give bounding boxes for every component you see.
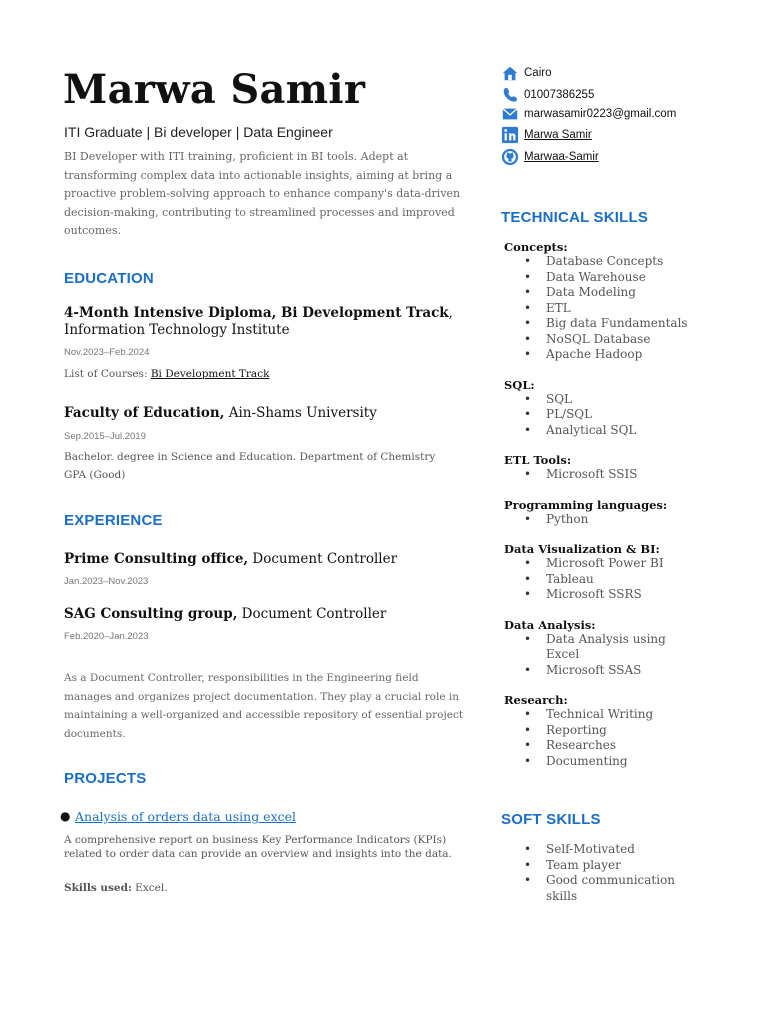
skill-item: • Documenting: [504, 754, 719, 770]
skill-item: • Microsoft Power BI: [504, 556, 719, 572]
github-icon: [500, 148, 520, 166]
email-icon: [500, 105, 520, 123]
skill-item: • Data Modeling: [504, 285, 719, 301]
experience-item: [64, 606, 386, 623]
projects-heading: PROJECTS: [64, 770, 147, 787]
gpa-line: GPA (Good): [64, 469, 126, 481]
skill-item: • Tableau: [504, 572, 719, 588]
github-link[interactable]: Marwaa-Samir: [524, 151, 599, 163]
soft-skill-item: • Team player: [504, 858, 719, 874]
degree-line: Bachelor. degree in Science and Education. Department of Chemistry: [64, 451, 436, 463]
soft-skills-list: [504, 842, 719, 904]
soft-skill-item: • Self-Motivated: [504, 842, 719, 858]
technical-skills-list: [504, 240, 719, 769]
experience-date: Jan.2023–Nov.2023: [64, 576, 149, 587]
skill-group-etl-tools: [504, 453, 719, 483]
education-item-faculty: [64, 405, 377, 422]
education-org: Information Technology Institute: [64, 322, 290, 338]
skill-item: • ETL: [504, 301, 719, 317]
job-role: Document Controller: [248, 551, 398, 567]
skill-category: Data Analysis:: [504, 617, 596, 632]
education-heading: EDUCATION: [64, 270, 154, 287]
skill-item: • Microsoft SSRS: [504, 587, 719, 603]
skill-item: • Microsoft SSIS: [504, 467, 719, 483]
skill-item: • Technical Writing: [504, 707, 719, 723]
technical-skills-heading: TECHNICAL SKILLS: [501, 209, 649, 226]
job-role: Document Controller: [237, 606, 387, 622]
skill-category: Programming languages:: [504, 497, 668, 512]
home-icon: [500, 64, 520, 82]
skill-group-programming: [504, 498, 719, 528]
skill-item: • Researches: [504, 738, 719, 754]
education-title: 4-Month Intensive Diploma, Bi Development Track: [64, 305, 449, 321]
soft-skills-heading: SOFT SKILLS: [501, 811, 601, 828]
skill-item: • Big data Fundamentals: [504, 316, 719, 332]
location-text: Cairo: [524, 67, 552, 79]
project-bullet: ●: [60, 809, 71, 823]
skill-category: Concepts:: [504, 240, 568, 254]
company-name: Prime Consulting office,: [64, 551, 249, 567]
skill-item: • Data Analysis using Excel: [504, 632, 676, 663]
experience-date: Feb.2020–Jan.2023: [64, 631, 149, 642]
education-org: Ain-Shams University: [224, 405, 377, 421]
headline: ITI Graduate | Bi developer | Data Engineer: [64, 124, 333, 140]
skill-item: • Apache Hadoop: [504, 347, 719, 363]
skill-item: • Microsoft SSAS: [504, 663, 719, 679]
linkedin-link[interactable]: Marwa Samir: [524, 129, 592, 141]
project-skills: [64, 882, 168, 894]
skill-item: • Analytical SQL: [504, 423, 719, 439]
skills-label: Skills used:: [64, 882, 132, 894]
contact-email: [500, 105, 676, 123]
education-item-diploma: [64, 305, 474, 339]
education-date: Sep.2015–Jul.2019: [64, 431, 146, 442]
skill-group-concepts: [504, 240, 719, 363]
experience-description: As a Document Controller, responsibilities in the Engineering field manages and organizes project documentation. They play a crucial role in maintaining a well-organized and accessible repository of essential project documents.: [64, 672, 464, 740]
company-name: SAG Consulting group,: [64, 606, 238, 622]
summary-paragraph: BI Developer with ITI training, proficient in BI tools. Adept at transforming complex data into actionable insights, aiming at bring a proactive problem-solving approach to enhance company's data-driven decision-making, contributing to streamlined processes and improved outcomes.: [64, 150, 461, 237]
education-title: Faculty of Education,: [64, 405, 225, 421]
contact-phone: [500, 86, 594, 104]
skill-group-research: [504, 693, 719, 769]
skill-item: • NoSQL Database: [504, 332, 719, 348]
education-date: Nov.2023–Feb.2024: [64, 347, 150, 358]
experience-item: [64, 551, 397, 568]
contact-github: [500, 148, 599, 166]
email-text[interactable]: marwasamir0223@gmail.com: [524, 108, 677, 120]
courses-label: List of Courses:: [64, 368, 151, 380]
courses-link[interactable]: Bi Development Track: [150, 368, 270, 380]
skill-item: • Data Warehouse: [504, 270, 719, 286]
skills-value: Excel.: [131, 882, 168, 894]
skill-group-visualization: [504, 542, 719, 603]
skill-item: • Database Concepts: [504, 254, 719, 270]
education-comma: ,: [448, 305, 453, 321]
project-title-link[interactable]: Analysis of orders data using excel: [75, 809, 297, 824]
experience-heading: EXPERIENCE: [64, 512, 163, 529]
phone-icon: [500, 86, 520, 104]
skill-item: • Python: [504, 512, 719, 528]
project-description: A comprehensive report on business Key Performance Indicators (KPIs) related to order data can provide an overview and insights into the data.: [64, 834, 452, 860]
contact-linkedin: [500, 126, 592, 144]
skill-item: • SQL: [504, 392, 719, 408]
skill-category: SQL:: [504, 377, 535, 392]
soft-skill-item: • Good communication skills: [504, 873, 691, 904]
skill-group-data-analysis: [504, 618, 719, 679]
skill-item: • Reporting: [504, 723, 719, 739]
contact-location: [500, 64, 551, 82]
skill-category: Data Visualization & BI:: [504, 542, 660, 556]
skill-category: ETL Tools:: [504, 453, 572, 467]
education-details: [64, 448, 474, 484]
phone-text[interactable]: 01007386255: [524, 89, 595, 101]
linkedin-icon: [500, 126, 520, 144]
skill-category: Research:: [504, 693, 568, 707]
education-courses: [64, 365, 269, 383]
skill-item: • PL/SQL: [504, 407, 719, 423]
person-name: Marwa Samir: [63, 66, 366, 113]
skill-group-sql: [504, 378, 719, 439]
